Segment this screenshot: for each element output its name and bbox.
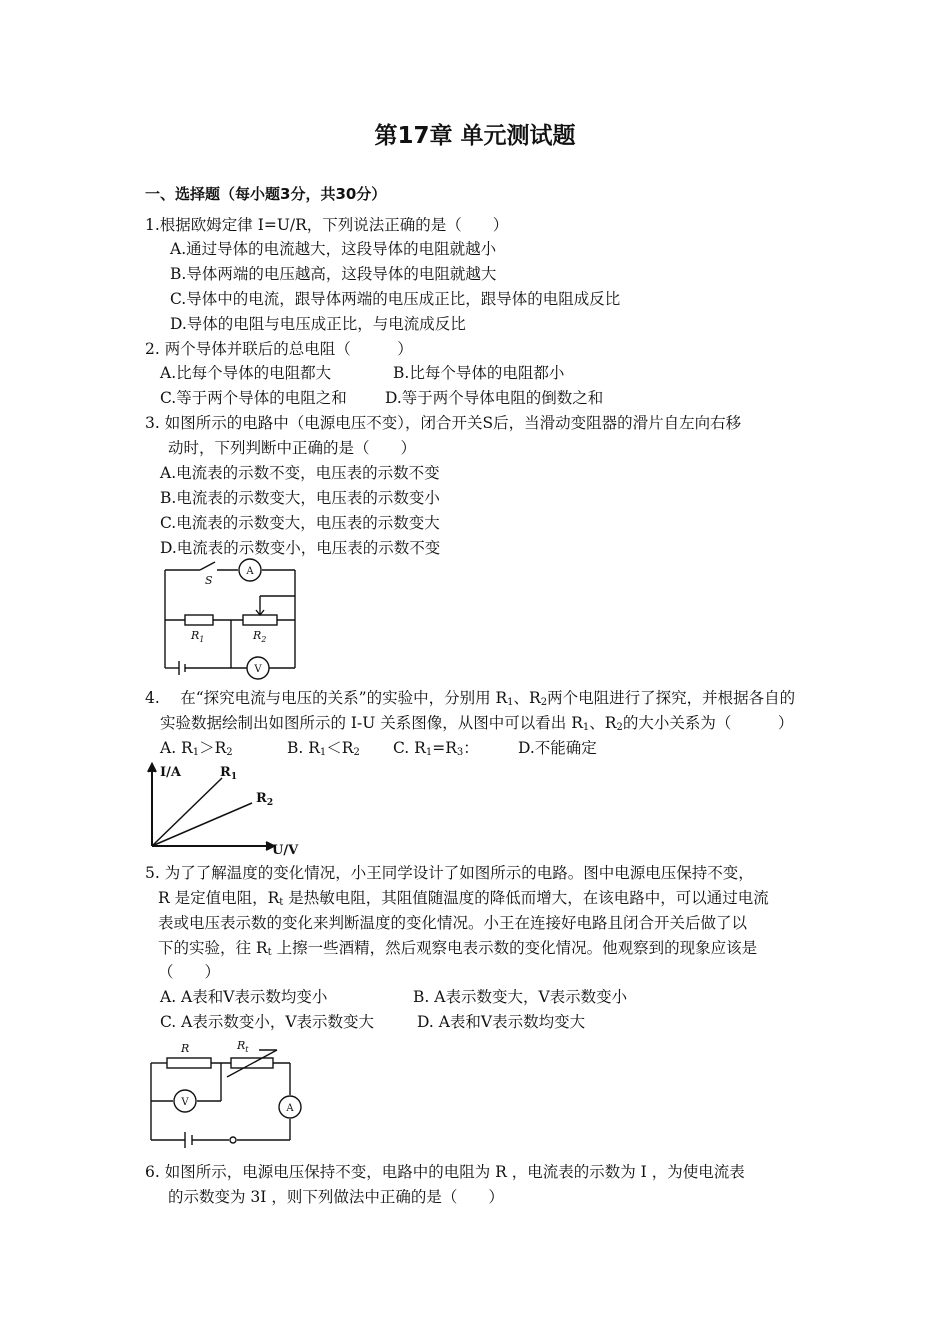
- q4-stem-line1: 4. 在“探究电流与电压的关系”的实验中，分别用 $R_1$、$R_2$两个电阻进行了探究，并根据各自的: [145, 689, 796, 708]
- q4-option-c[interactable]: C. $R_1=R_3$：: [393, 739, 479, 758]
- q5-stem-line1: 5. 为了了解温度的变化情况，小王同学设计了如图所示的电路。图中电源电压保持不变，: [145, 864, 754, 882]
- q3-circuit-diagram: [155, 558, 305, 673]
- page-title: 第17章 单元测试题: [374, 123, 576, 149]
- r1-line: [152, 778, 222, 846]
- q1-option-c[interactable]: C.导体中的电流，跟导体两端的电压成正比，跟导体的电阻成反比: [170, 290, 621, 308]
- ammeter-label: A: [246, 566, 254, 577]
- q2-stem: 2. 两个导体并联后的总电阻（ ）: [145, 340, 413, 358]
- q3-option-b[interactable]: B.电流表的示数变大，电压表的示数变小: [160, 489, 440, 507]
- q5-stem-line5: （ ）: [158, 963, 221, 981]
- q4-option-d[interactable]: D.不能确定: [518, 739, 597, 757]
- r2-label: $R_2$: [253, 629, 267, 644]
- graph-r2-label: $R_2$: [256, 791, 274, 808]
- q3-stem-line1: 3. 如图所示的电路中（电源电压不变），闭合开关S后，当滑动变阻器的滑片自左向右移: [145, 414, 742, 432]
- ammeter-label: A: [286, 1103, 294, 1114]
- q4-iu-graph: [140, 760, 300, 858]
- q4-option-a[interactable]: A. $R_1>R_2$: [160, 739, 233, 758]
- switch-label: S: [205, 574, 213, 587]
- q3-option-a[interactable]: A.电流表的示数不变，电压表的示数不变: [160, 464, 440, 482]
- q3-option-c[interactable]: C.电流表的示数变大，电压表的示数变大: [160, 514, 440, 532]
- r1-label: $R_1$: [191, 629, 205, 644]
- rt-label: $R_t$: [237, 1039, 249, 1054]
- q2-option-c[interactable]: C.等于两个导体的电阻之和: [160, 389, 347, 407]
- r-label: R: [181, 1042, 190, 1055]
- q2-option-d[interactable]: D.等于两个导体电阻的倒数之和: [385, 389, 604, 407]
- q5-option-b[interactable]: B. A表示数变大，V表示数变小: [413, 988, 628, 1006]
- q6-stem-line1: 6. 如图所示，电源电压保持不变，电路中的电阻为 R ，电流表的示数为 I ，为使电流表: [145, 1163, 745, 1181]
- r2-line: [152, 803, 252, 846]
- q5-option-a[interactable]: A. A表和V表示数均变小: [160, 988, 328, 1006]
- q1-stem: 1.根据欧姆定律 I=U/R，下列说法正确的是（ ）: [145, 216, 509, 234]
- q4-option-b[interactable]: B. $R_1<R_2$: [287, 739, 360, 758]
- q3-stem-line2: 动时，下列判断中正确的是（ ）: [168, 439, 417, 457]
- q4-stem-line2: 实验数据绘制出如图所示的 I-U 关系图像，从图中可以看出 $R_1$、$R_2$的大小关系为（ ）: [160, 714, 794, 733]
- q5-option-d[interactable]: D. A表和V表示数均变大: [417, 1013, 586, 1031]
- q5-stem-line2: R 是定值电阻，$R_t$ 是热敏电阻，其阻值随温度的降低而增大，在该电路中，可以通过电流: [158, 889, 769, 908]
- q2-option-b[interactable]: B.比每个导体的电阻都小: [393, 364, 565, 382]
- q5-stem-line4: 下的实验，往 $R_t$ 上擦一些酒精，然后观察电表示数的变化情况。他观察到的现象应该是: [158, 939, 758, 958]
- q6-stem-line2: 的示数变为 3I ，则下列做法中正确的是（ ）: [168, 1188, 504, 1206]
- section-heading: 一、选择题（每小题3分，共30分）: [145, 185, 387, 203]
- q5-stem-line3: 表或电压表示数的变化来判断温度的变化情况。小王在连接好电路且闭合开关后做了以: [158, 914, 748, 932]
- q2-option-a[interactable]: A.比每个导体的电阻都大: [160, 364, 332, 382]
- voltmeter-label: V: [181, 1097, 189, 1108]
- graph-y-label: I/A: [160, 765, 181, 780]
- q5-option-c[interactable]: C. A表示数变小，V表示数变大: [160, 1013, 375, 1031]
- q3-option-d[interactable]: D.电流表的示数变小，电压表的示数不变: [160, 539, 441, 557]
- q5-circuit-diagram: [145, 1033, 305, 1148]
- q1-option-b[interactable]: B.导体两端的电压越高，这段导体的电阻就越大: [170, 265, 497, 283]
- graph-x-label: U/V: [272, 843, 299, 858]
- voltmeter-label: V: [254, 664, 262, 675]
- q1-option-d[interactable]: D.导体的电阻与电压成正比，与电流成反比: [170, 315, 466, 333]
- graph-r1-label: $R_1$: [220, 765, 238, 782]
- q1-option-a[interactable]: A.通过导体的电流越大，这段导体的电阻就越小: [170, 240, 497, 258]
